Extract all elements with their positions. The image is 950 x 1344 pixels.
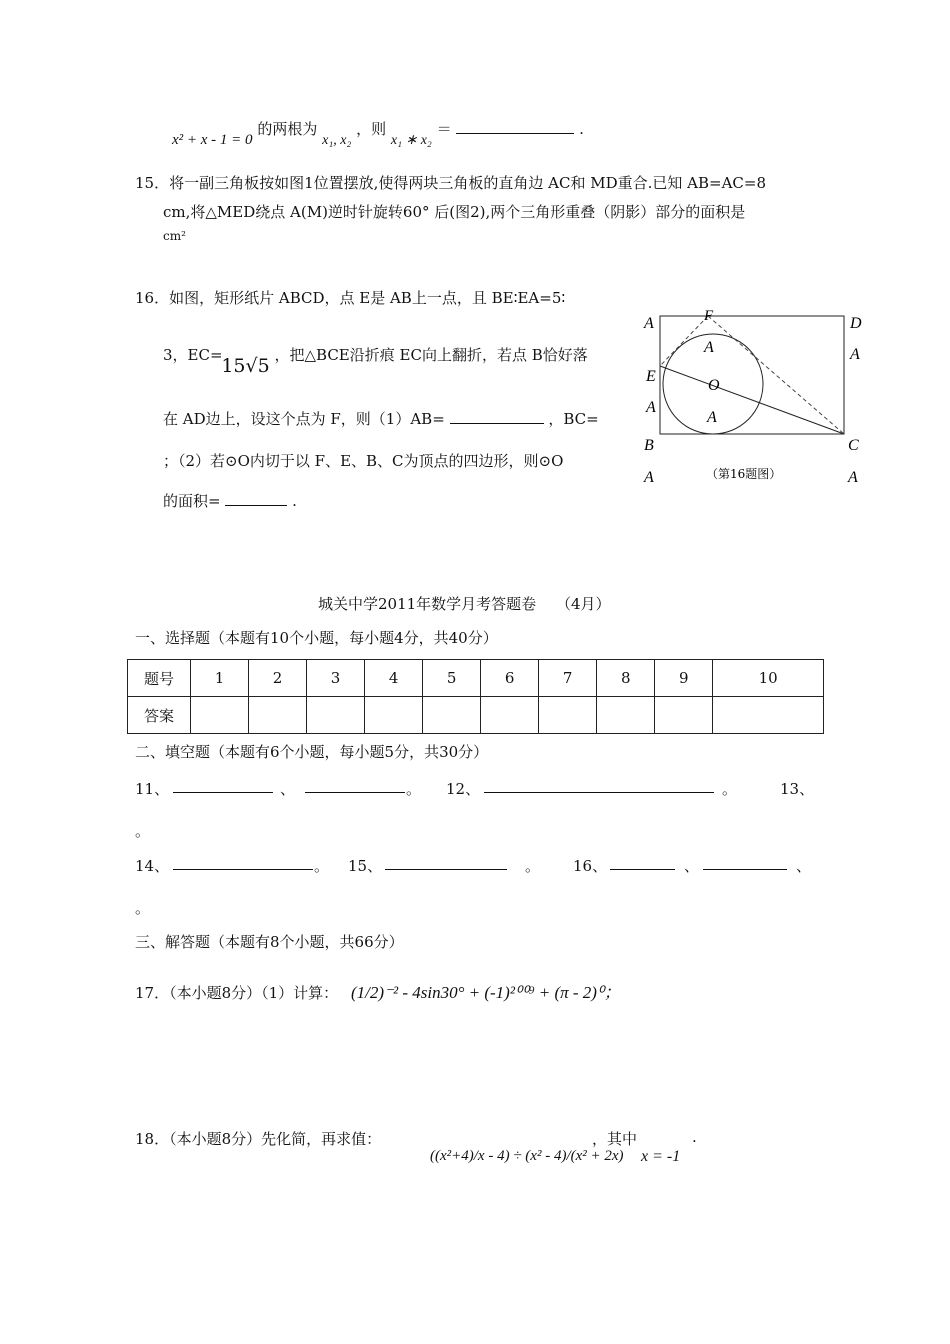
table-cell-number: 3 [307, 660, 365, 697]
table-cell-number: 2 [249, 660, 307, 697]
q14-expr: x₁ ∗ x₂ [390, 133, 432, 148]
label-a-inner-top: A [704, 339, 714, 356]
q18-formula: ((x²+4)/x - 4) ÷ (x² - 4)/(x² + 2x) [430, 1148, 624, 1164]
figure-caption: （第16题图） [706, 467, 782, 481]
fill-12-label: 12、 [446, 780, 481, 798]
q16-figure [630, 300, 880, 495]
q16-line2 [163, 343, 588, 377]
choice-answer-table [127, 659, 824, 734]
fill-12-blank[interactable] [484, 778, 714, 793]
label-a-bottom-left: A [644, 469, 654, 486]
fill-14-blank[interactable] [173, 855, 313, 870]
q17-prefix: 17．（本小题8分）（1）计算： [135, 984, 339, 1002]
q14-text1: 的两根为 [257, 120, 318, 138]
q16-line2b: ，把△BCE沿折痕 EC向上翻折，若点 B恰好落 [274, 346, 588, 364]
table-cell-number: 10 [713, 660, 824, 697]
answer-cell[interactable] [365, 697, 423, 734]
q16-line5 [163, 490, 297, 511]
answer-cell[interactable] [481, 697, 539, 734]
label-b: B [644, 437, 654, 454]
q17 [135, 978, 621, 1003]
segment-ec [660, 366, 844, 434]
fill-11-blank-b[interactable] [305, 778, 405, 793]
fill-13-label: 13、 [780, 780, 815, 798]
q16-line3b: ，BC= [548, 410, 599, 428]
q18-end: . [692, 1128, 697, 1146]
fill-13-end: 。 [135, 822, 151, 840]
label-a-right-1: A [850, 346, 860, 363]
table-row-numbers [128, 660, 824, 697]
q15-line1: 15．将一副三角板按如图1位置摆放,使得两块三角板的直角边 AC和 MD重合.已知 AB=AC=8 [135, 174, 767, 192]
fill-14-label: 14、 [135, 857, 170, 875]
label-e: E [646, 368, 656, 385]
fill-16-sep-b: 、 [796, 857, 812, 875]
label-f: F [704, 308, 714, 324]
fill-11-blank-a[interactable] [173, 778, 273, 793]
q18-mid: ，其中 [592, 1130, 638, 1148]
q16-line2a: 3，EC= [163, 346, 223, 364]
q18-value: x = -1 [641, 1148, 681, 1165]
q14-roots: x₁, x₂ [322, 133, 352, 148]
section-solve-heading: 三、解答题（本题有8个小题，共66分） [135, 933, 404, 951]
section-choice-heading: 一、选择题（本题有10个小题，每小题4分，共40分） [135, 629, 498, 647]
segment-fc [708, 316, 844, 434]
fill-11-sep: 、 [280, 780, 296, 798]
q16-ab-blank[interactable] [450, 409, 544, 424]
fill-16-end: 。 [135, 899, 151, 917]
q16-line3a: 在 AD边上，设这个点为 F，则（1）AB= [163, 410, 445, 428]
table-cell-number: 8 [597, 660, 655, 697]
fill-16-blank-a[interactable] [610, 855, 675, 870]
fill-11-end: 。 [406, 780, 422, 798]
answer-cell[interactable] [655, 697, 713, 734]
q16-line5a: 的面积= [163, 492, 221, 510]
q14-end: . [579, 120, 584, 138]
table-cell-number: 6 [481, 660, 539, 697]
label-d: D [850, 315, 862, 332]
answer-cell[interactable] [423, 697, 481, 734]
q18-prefix: 18．（本小题8分）先化简，再求值： [135, 1130, 382, 1148]
q16-line5b: . [292, 492, 297, 510]
fill-15-end: 。 [525, 857, 541, 875]
label-a-inner-bottom: A [707, 409, 717, 426]
q15-line2: cm,将△MED绕点 A(M)逆时针旋转60° 后(图2),两个三角形重叠（阴影）部分的面积是 [163, 203, 746, 221]
answer-cell[interactable] [597, 697, 655, 734]
answer-cell[interactable] [191, 697, 249, 734]
label-o: O [708, 377, 720, 394]
table-cell-number: 5 [423, 660, 481, 697]
q17-formula: (1/2)⁻² - 4sin30° + (-1)²⁰⁰⁹ + (π - 2)⁰； [350, 983, 621, 1002]
q16-line1: 16．如图，矩形纸片 ABCD，点 E是 AB上一点，且 BE∶EA=5∶ [135, 289, 566, 307]
q16-line3 [163, 408, 599, 429]
fill-16-label: 16、 [573, 857, 608, 875]
q16-line4: ；（2）若⊙O内切于以 F、E、B、C为顶点的四边形，则⊙O [163, 452, 564, 470]
label-a-left: A [646, 399, 656, 416]
table-header-number: 题号 [128, 660, 191, 697]
fill-16-sep-a: 、 [684, 857, 700, 875]
section-fill-heading: 二、填空题（本题有6个小题，每小题5分，共30分） [135, 743, 489, 761]
answer-cell[interactable] [307, 697, 365, 734]
q14-line [172, 118, 584, 148]
table-header-answer: 答案 [128, 697, 191, 734]
q16-ec-value: 15√5 [221, 355, 270, 377]
q14-text2: ，则 [356, 120, 387, 138]
table-cell-number: 9 [655, 660, 713, 697]
answer-cell[interactable] [713, 697, 824, 734]
q16-area-blank[interactable] [225, 491, 287, 506]
fill-12-end: 。 [722, 780, 738, 798]
segment-fe [660, 316, 708, 366]
fill-11-label: 11、 [135, 780, 170, 798]
sheet-title: 城关中学2011年数学月考答题卷 （4月） [318, 595, 611, 613]
q14-eq: ＝ [436, 120, 452, 138]
q15-line3: cm² [163, 229, 186, 243]
fill-14-end: 。 [314, 857, 330, 875]
table-cell-number: 4 [365, 660, 423, 697]
answer-cell[interactable] [539, 697, 597, 734]
answer-cell[interactable] [249, 697, 307, 734]
table-cell-number: 7 [539, 660, 597, 697]
table-row-answers [128, 697, 824, 734]
q14-equation: x² + x - 1 = 0 [172, 132, 253, 148]
label-c: C [848, 437, 859, 454]
q14-answer-blank[interactable] [456, 119, 574, 134]
fill-15-blank[interactable] [385, 855, 507, 870]
label-a-bottom-right: A [848, 469, 858, 486]
fill-15-label: 15、 [348, 857, 383, 875]
table-cell-number: 1 [191, 660, 249, 697]
fill-16-blank-b[interactable] [703, 855, 787, 870]
rectangle-abcd [660, 316, 844, 434]
label-a-top-left: A [644, 315, 654, 332]
